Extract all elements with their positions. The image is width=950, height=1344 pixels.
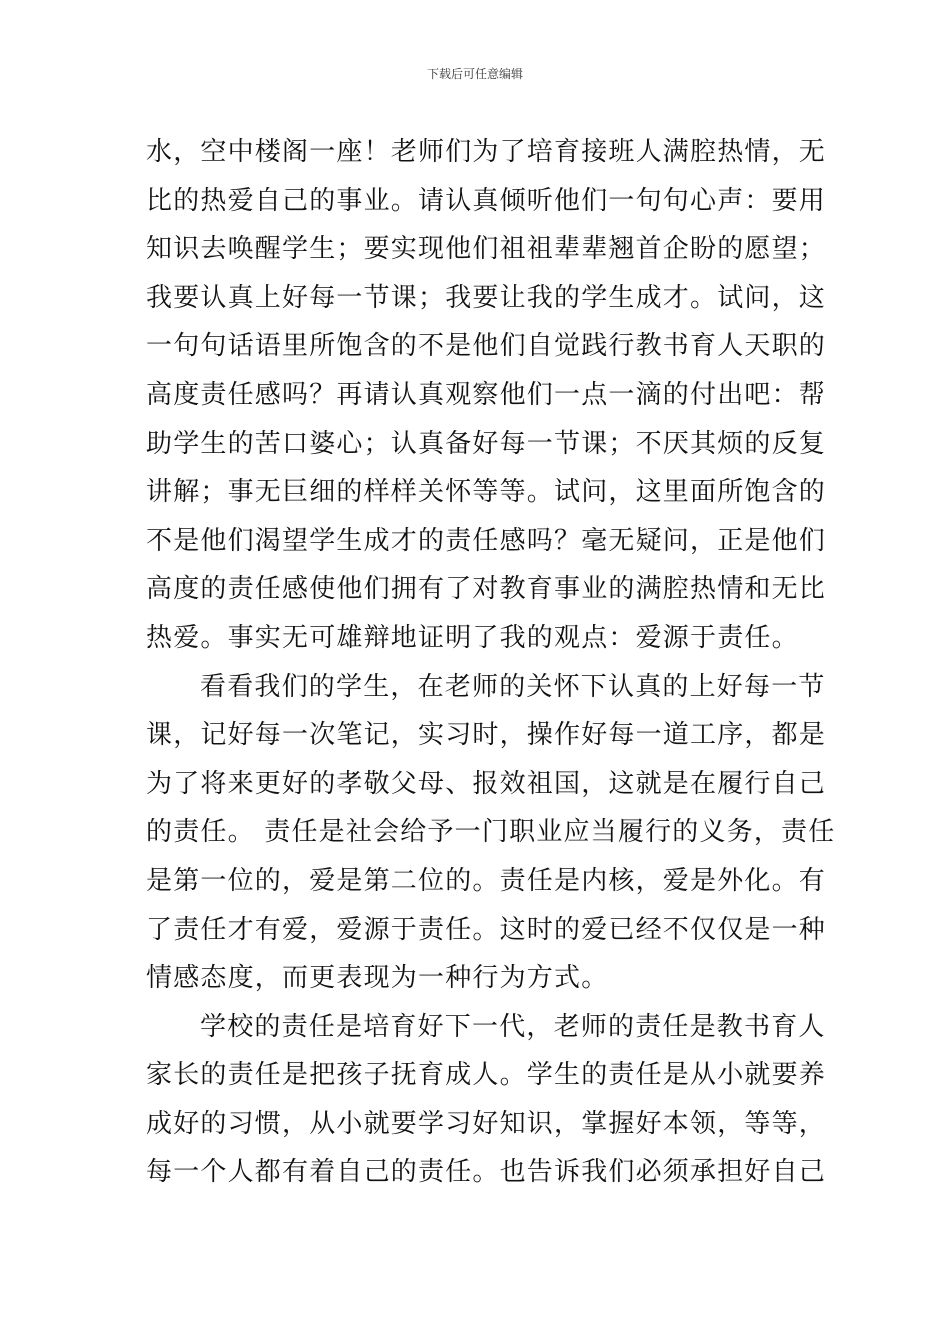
text-line: 一句句话语里所饱含的不是他们自觉践行教书育人天职的	[146, 331, 827, 362]
text-line: 每一个人都有着自己的责任。也告诉我们必须承担好自己	[146, 1157, 827, 1188]
text-line: 是第一位的，爱是第二位的。责任是内核，爱是外化。有	[146, 865, 827, 896]
text-line: 成好的习惯，从小就要学习好知识，掌握好本领，等等，	[146, 1108, 827, 1139]
text-line: 高度的责任感使他们拥有了对教育事业的满腔热情和无比	[146, 574, 827, 605]
text-line: 水，空中楼阁一座！老师们为了培育接班人满腔热情，无	[146, 137, 827, 167]
text-line: 课，记好每一次笔记，实习时，操作好每一道工序，都是	[146, 720, 827, 751]
text-line: 不是他们渴望学生成才的责任感吗？毫无疑问，正是他们	[146, 525, 827, 556]
text-line: 的责任。 责任是社会给予一门职业应当履行的义务，责任	[146, 817, 836, 848]
document-body	[146, 128, 836, 1197]
text-line: 看看我们的学生，在老师的关怀下认真的上好每一节	[200, 671, 826, 702]
text-line: 学校的责任是培育好下一代，老师的责任是教书育人	[200, 1011, 826, 1042]
text-line: 了责任才有爱，爱源于责任。这时的爱已经不仅仅是一种	[146, 914, 827, 945]
page-header-note: 下载后可任意编辑	[426, 67, 523, 81]
text-line: 助学生的苦口婆心；认真备好每一节课；不厌其烦的反复	[146, 428, 827, 459]
text-line: 我要认真上好每一节课；我要让我的学生成才。试问，这	[146, 282, 827, 313]
text-line: 高度责任感吗？再请认真观察他们一点一滴的付出吧：帮	[146, 379, 827, 410]
text-line: 讲解；事无巨细的样样关怀等等。试问，这里面所饱含的	[146, 477, 827, 508]
text-line: 家长的责任是把孩子抚育成人。学生的责任是从小就要养	[146, 1060, 827, 1091]
text-line: 知识去唤醒学生；要实现他们祖祖辈辈翘首企盼的愿望；	[146, 234, 827, 265]
text-line: 热爱。事实无可雄辩地证明了我的观点：爱源于责任。	[146, 622, 799, 653]
text-line: 比的热爱自己的事业。请认真倾听他们一句句心声：要用	[146, 185, 827, 216]
text-line: 为了将来更好的孝敬父母、报效祖国，这就是在履行自己	[146, 768, 827, 799]
text-line: 情感态度，而更表现为一种行为方式。	[146, 963, 609, 994]
